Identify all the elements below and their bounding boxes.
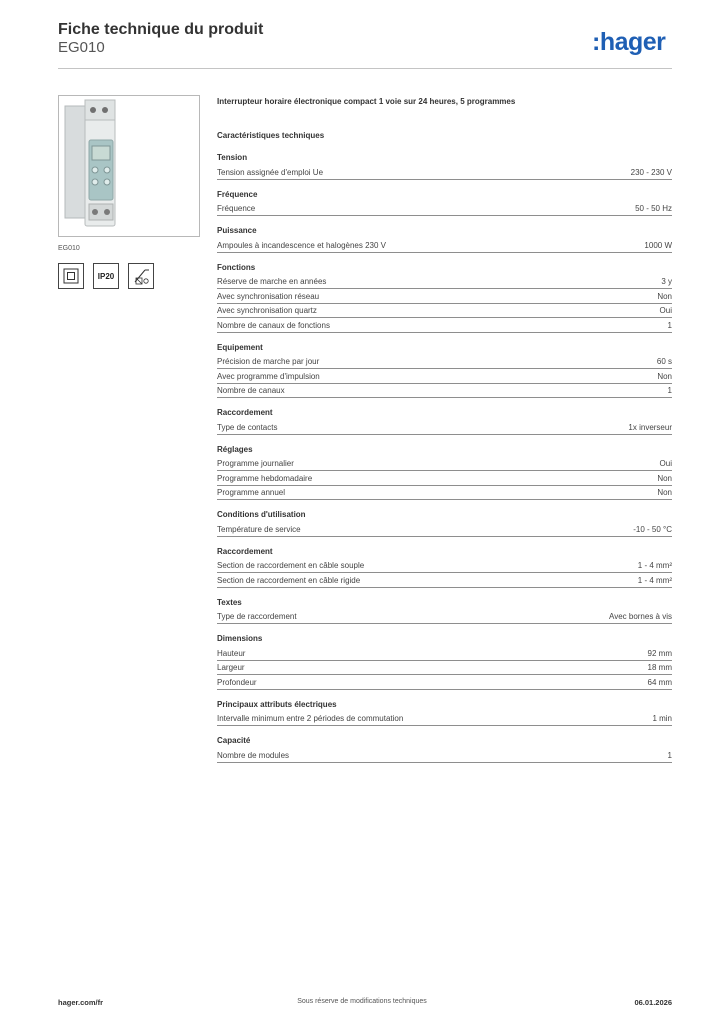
spec-value: 1000 W <box>644 240 672 250</box>
section-title: Textes <box>217 597 242 607</box>
spec-label: Type de contacts <box>217 422 278 432</box>
hager-logo[interactable]: :hager <box>592 28 666 56</box>
section-title: Puissance <box>217 226 257 235</box>
spec-label: Intervalle minimum entre 2 périodes de commutation <box>217 714 404 723</box>
spec-row <box>217 202 672 217</box>
tech-characteristics-heading: Caractéristiques techniques <box>217 131 325 140</box>
spec-value: 1 min <box>652 714 672 723</box>
spec-row <box>217 165 672 180</box>
spec-value: Oui <box>659 306 672 315</box>
spec-value: -10 - 50 °C <box>633 524 672 534</box>
spec-row <box>217 573 672 588</box>
spec-value: 18 mm <box>647 663 672 672</box>
section-title: Raccordement <box>217 546 273 556</box>
spec-label: Section de raccordement en câble souple <box>217 561 365 570</box>
spec-row <box>217 610 672 625</box>
spec-label: Profondeur <box>217 677 257 687</box>
spec-section <box>217 699 672 727</box>
spec-label: Température de service <box>217 524 301 534</box>
header-divider <box>58 68 672 69</box>
spec-label: Fréquence <box>217 204 256 213</box>
spec-label: Programme annuel <box>217 488 286 497</box>
section-title: Tension <box>217 153 248 162</box>
spec-row <box>217 522 672 537</box>
spec-label: Nombre de canaux <box>217 386 285 395</box>
spec-value: 60 s <box>656 357 672 366</box>
spec-label: Avec synchronisation quartz <box>217 306 317 315</box>
spec-section <box>217 509 672 537</box>
spec-value: 64 mm <box>647 677 672 687</box>
spec-section <box>217 633 672 690</box>
spec-row <box>217 559 672 574</box>
spec-section <box>217 189 672 217</box>
spec-value: Non <box>657 371 672 381</box>
spec-value: 50 - 50 Hz <box>635 204 672 213</box>
spec-label: Largeur <box>217 663 245 672</box>
spec-label: Type de raccordement <box>217 612 297 621</box>
spec-row <box>217 661 672 676</box>
footer-disclaimer: Sous réserve de modifications techniques <box>297 998 427 1005</box>
spec-row <box>217 304 672 319</box>
footer-date: 06.01.2026 <box>634 998 672 1007</box>
spec-row <box>217 318 672 333</box>
spec-value: Oui <box>659 459 672 468</box>
section-title: Principaux attributs électriques <box>217 699 337 709</box>
spec-label: Ampoules à incandescence et halogènes 230 V <box>217 240 387 250</box>
spec-value: 1 <box>667 750 672 760</box>
spec-value: 1x inverseur <box>628 422 672 432</box>
section-title: Capacité <box>217 736 251 745</box>
spec-section <box>217 225 672 253</box>
spec-row <box>217 712 672 727</box>
spec-row <box>217 384 672 399</box>
class-ii-insulation-icon <box>58 263 84 289</box>
certification-icons <box>58 263 154 289</box>
spec-content <box>217 95 672 763</box>
spec-value: 230 - 230 V <box>630 167 672 177</box>
spec-section <box>217 152 672 180</box>
spec-label: Avec synchronisation réseau <box>217 291 320 301</box>
contact-switch-icon <box>128 263 154 289</box>
spec-value: 1 <box>667 320 672 330</box>
ip-rating-badge: IP20 <box>93 263 119 289</box>
spec-row <box>217 486 672 501</box>
spec-row <box>217 471 672 486</box>
section-title: Conditions d'utilisation <box>217 510 306 519</box>
product-code: EG010 <box>58 39 105 56</box>
section-title: Fréquence <box>217 189 258 199</box>
spec-section <box>217 444 672 501</box>
spec-value: Non <box>657 291 672 301</box>
spec-value: 1 - 4 mm² <box>637 561 672 570</box>
spec-row <box>217 238 672 253</box>
spec-value: 3 y <box>661 277 672 286</box>
spec-label: Nombre de modules <box>217 750 290 760</box>
section-title: Equipement <box>217 342 263 352</box>
spec-row <box>217 675 672 690</box>
spec-sections <box>217 152 672 763</box>
spec-value: 92 mm <box>647 648 672 658</box>
spec-label: Section de raccordement en câble rigide <box>217 575 361 585</box>
section-title: Réglages <box>217 444 253 454</box>
page-title: Fiche technique du produit <box>58 21 264 38</box>
spec-value: 1 <box>667 386 672 395</box>
spec-row <box>217 646 672 661</box>
spec-label: Programme hebdomadaire <box>217 473 313 483</box>
product-description: Interrupteur horaire électronique compact 1 voie sur 24 heures, 5 programmes <box>217 97 516 106</box>
spec-value: 1 - 4 mm² <box>637 575 672 585</box>
section-title: Fonctions <box>217 262 256 272</box>
spec-label: Hauteur <box>217 648 246 658</box>
product-caption: EG010 <box>58 245 80 252</box>
spec-section <box>217 597 672 625</box>
spec-value: Non <box>657 488 672 497</box>
spec-row <box>217 457 672 472</box>
spec-label: Précision de marche par jour <box>217 357 320 366</box>
section-title: Raccordement <box>217 408 273 417</box>
spec-row <box>217 275 672 290</box>
spec-row <box>217 420 672 435</box>
spec-label: Réserve de marche en années <box>217 277 327 286</box>
spec-row <box>217 748 672 763</box>
section-title: Dimensions <box>217 634 263 643</box>
spec-row <box>217 369 672 384</box>
spec-label: Programme journalier <box>217 459 294 468</box>
spec-label: Avec programme d'impulsion <box>217 371 320 381</box>
spec-section <box>217 407 672 435</box>
spec-section <box>217 342 672 399</box>
spec-row <box>217 355 672 370</box>
spec-section <box>217 735 672 763</box>
spec-value: Non <box>657 473 672 483</box>
spec-label: Nombre de canaux de fonctions <box>217 320 330 330</box>
spec-row <box>217 289 672 304</box>
spec-section <box>217 546 672 588</box>
spec-section <box>217 262 672 333</box>
product-image <box>58 95 200 237</box>
spec-value: Avec bornes à vis <box>609 612 672 621</box>
spec-label: Tension assignée d'emploi Ue <box>217 167 324 177</box>
footer-website-link[interactable]: hager.com/fr <box>58 998 104 1007</box>
